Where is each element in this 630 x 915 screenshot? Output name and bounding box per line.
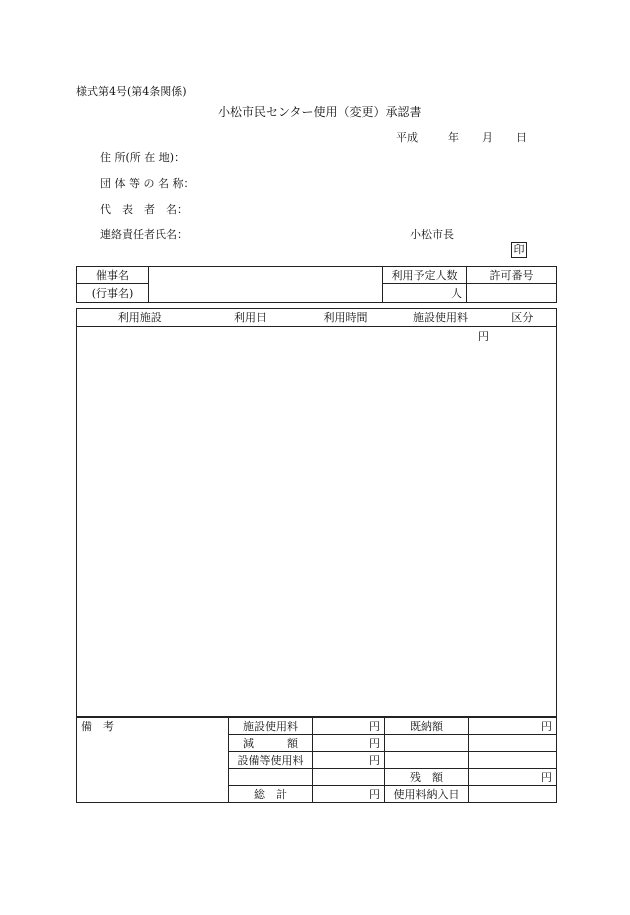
expected-users-label: 利用予定人数 xyxy=(383,267,467,284)
fee-label-secondary xyxy=(385,752,469,769)
column-fee: 施設使用料 xyxy=(393,309,489,327)
organization-name-label: 団 体 等 の 名 称： xyxy=(100,177,195,190)
date-month: 月 xyxy=(482,131,493,144)
remarks-label: 備 考 xyxy=(81,720,114,733)
permit-number-value[interactable] xyxy=(467,284,557,303)
fee-value-secondary[interactable] xyxy=(469,786,557,803)
fee-value-secondary[interactable] xyxy=(469,752,557,769)
contact-person-label: 連絡責任者氏名： xyxy=(100,228,188,241)
remarks-cell[interactable] xyxy=(77,718,229,803)
event-table xyxy=(76,266,557,303)
fee-value[interactable]: 円 xyxy=(313,735,385,752)
usage-table xyxy=(76,308,557,717)
fee-label xyxy=(229,769,313,786)
fee-value-secondary[interactable]: 円 xyxy=(469,769,557,786)
event-name-value[interactable] xyxy=(149,267,383,303)
column-date: 利用日 xyxy=(203,309,299,327)
column-category: 区分 xyxy=(489,309,557,327)
usage-entry-area[interactable] xyxy=(77,327,557,717)
date-day: 日 xyxy=(516,131,527,144)
fee-label: 減 額 xyxy=(229,735,313,752)
representative-label: 代 表 者 名： xyxy=(100,203,188,216)
fee-label: 施設使用料 xyxy=(229,718,313,735)
fee-value-secondary[interactable]: 円 xyxy=(469,718,557,735)
seal-stamp: 印 xyxy=(511,242,527,258)
fee-row xyxy=(77,718,557,735)
column-facility: 利用施設 xyxy=(77,309,203,327)
fee-label-secondary xyxy=(385,735,469,752)
fee-value[interactable]: 円 xyxy=(313,752,385,769)
fee-label-secondary: 残 額 xyxy=(385,769,469,786)
address-label: 住 所(所 在 地)： xyxy=(100,151,186,164)
fee-value-secondary[interactable] xyxy=(469,735,557,752)
fee-label-secondary: 既納額 xyxy=(385,718,469,735)
form-reference: 様式第4号(第4条関係) xyxy=(76,85,187,98)
fee-table xyxy=(76,717,557,803)
fee-label: 総 計 xyxy=(229,786,313,803)
permit-number-label: 許可番号 xyxy=(467,267,557,284)
event-name-label: 催事名 xyxy=(77,267,149,284)
issuer-name: 小松市長 xyxy=(410,228,454,241)
fee-label: 設備等使用料 xyxy=(229,752,313,769)
column-time: 利用時間 xyxy=(299,309,393,327)
usage-header-row xyxy=(77,309,557,327)
fee-value[interactable]: 円 xyxy=(313,786,385,803)
fee-label-secondary: 使用料納入日 xyxy=(385,786,469,803)
event-name-alt-label: (行事名) xyxy=(77,284,149,303)
fee-value[interactable] xyxy=(313,769,385,786)
usage-fee-yen-unit: 円 xyxy=(478,330,489,343)
fee-value[interactable]: 円 xyxy=(313,718,385,735)
date-era: 平成 xyxy=(396,131,418,144)
expected-users-value[interactable]: 人 xyxy=(383,284,467,303)
document-title: 小松市民センター使用（変更）承認書 xyxy=(218,105,422,119)
date-year: 年 xyxy=(448,131,459,144)
